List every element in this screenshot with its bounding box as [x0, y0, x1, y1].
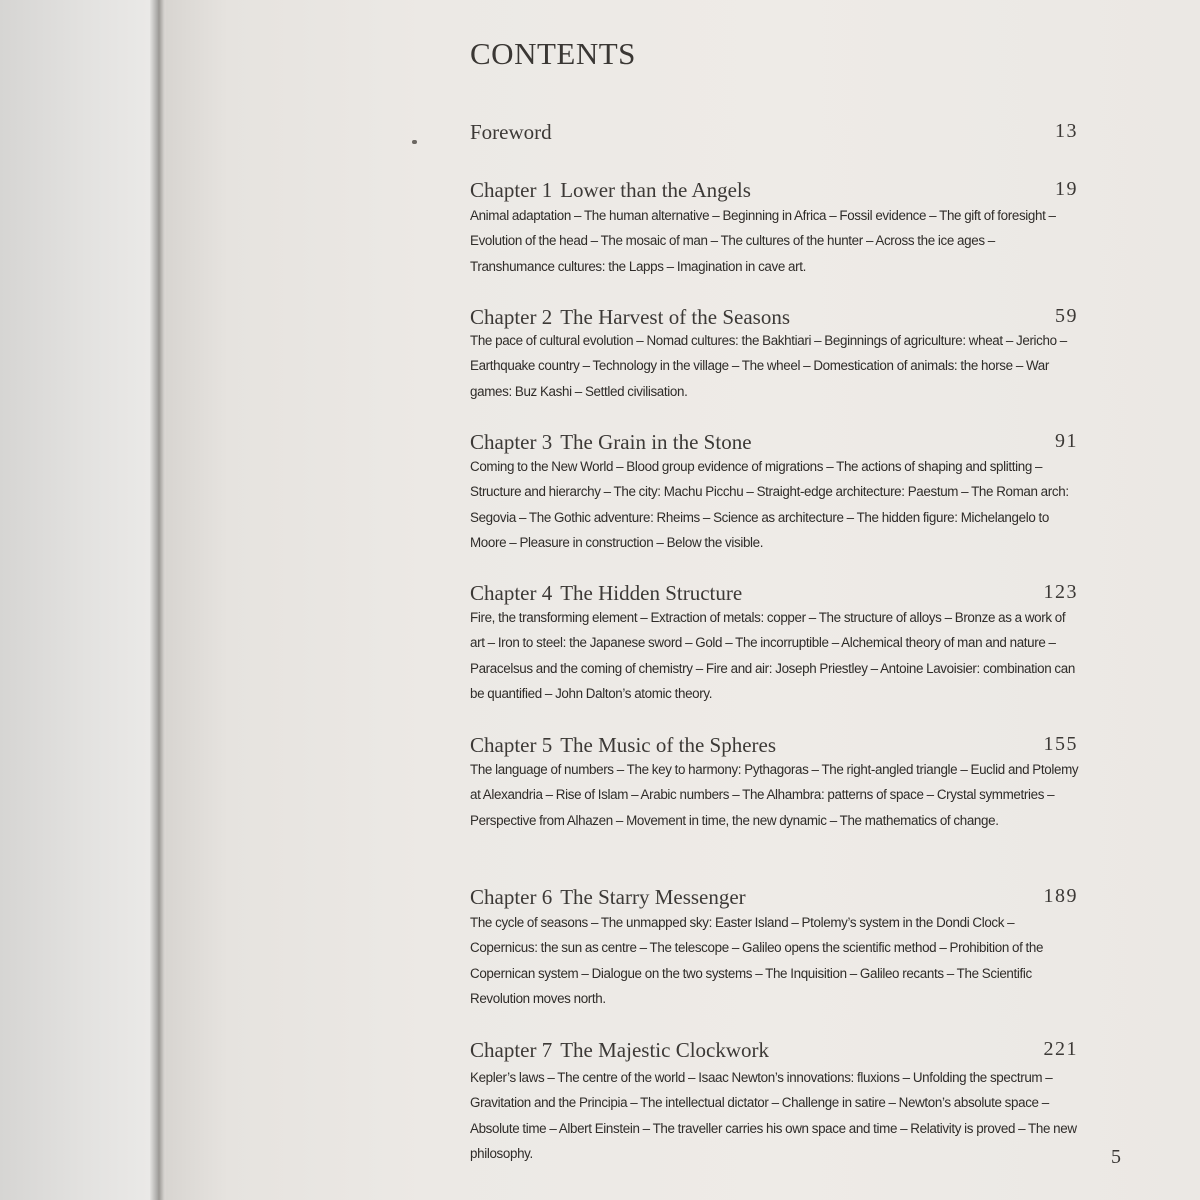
chapter-2-title: The Harvest of the Seasons: [560, 305, 791, 329]
chapter-5-page: 155: [1043, 733, 1078, 755]
chapter-7-title: The Majestic Clockwork: [560, 1038, 770, 1062]
chapter-2-summary: The pace of cultural evolution – Nomad cultures: the Bakhtiari – Beginnings of agriculture: wheat – Jericho – Earthquake country – Technology in the village – The wheel – Domestication of animals: the horse – War games: Buz Kashi – Settled civilisation.: [470, 333, 1067, 399]
page-number: 5: [1111, 1146, 1121, 1168]
chapter-2-number: Chapter 2: [470, 305, 553, 329]
chapter-7-number: Chapter 7: [470, 1038, 553, 1062]
chapter-7-page: 221: [1043, 1038, 1078, 1060]
contents-title: CONTENTS: [470, 36, 636, 71]
paper-mark: [412, 140, 417, 144]
chapter-4-summary: Fire, the transforming element – Extraction of metals: copper – The structure of alloys – Bronze as a work of art – Iron to steel: the Japanese sword – Gold – The incorruptible – Alchemical theory of man and nature – Paracelsus and the coming of chemistry – Fire and air: Joseph Priestley – Antoine Lavoisier: combination can be quantified – John Dalton’s atomic theory.: [470, 610, 1075, 701]
chapter-6-title: The Starry Messenger: [560, 885, 746, 909]
chapter-5-number: Chapter 5: [470, 733, 553, 757]
foreword-entry: [470, 120, 1078, 150]
chapter-7-summary: Kepler’s laws – The centre of the world – Isaac Newton’s innovations: fluxions – Unfolding the spectrum – Gravitation and the Principia – The intellectual dictator – Challenge in satire – Newton’s absolute space – Absolute time – Albert Einstein – The traveller carries his own space and time – Relativity is proved – The new philosophy.: [470, 1070, 1077, 1161]
chapter-1-summary: Animal adaptation – The human alternative – Beginning in Africa – Fossil evidence – The gift of foresight – Evolution of the head – The mosaic of man – The cultures of the hunter – Across the ice ages – Transhumance cultures: the Lapps – Imagination in cave art.: [470, 208, 1056, 274]
chapter-4-number: Chapter 4: [470, 581, 553, 605]
chapter-7-heading: [470, 1038, 1078, 1068]
chapter-3-summary: Coming to the New World – Blood group evidence of migrations – The actions of shaping and splitting – Structure and hierarchy – The city: Machu Picchu – Straight-edge architecture: Paestum – The Roman arch: Segovia – The Gothic adventure: Rheims – Science as architecture – The hidden figure: Michelangelo to Moore – Pleasure in construction – Below the visible.: [470, 459, 1069, 550]
chapter-1-page: 19: [1055, 178, 1078, 200]
chapter-3-title: The Grain in the Stone: [560, 430, 752, 454]
chapter-5-title: The Music of the Spheres: [560, 733, 777, 757]
chapter-1-number: Chapter 1: [470, 178, 553, 202]
chapter-4-page: 123: [1043, 581, 1078, 603]
chapter-2-page: 59: [1055, 305, 1078, 327]
chapter-3-page: 91: [1055, 430, 1078, 452]
foreword-label: Foreword: [470, 120, 552, 144]
chapter-4-title: The Hidden Structure: [560, 581, 743, 605]
chapter-1-title: Lower than the Angels: [560, 178, 751, 202]
chapter-6-page: 189: [1043, 885, 1078, 907]
chapter-6-summary: The cycle of seasons – The unmapped sky: Easter Island – Ptolemy’s system in the Dondi Clock – Copernicus: the sun as centre – The telescope – Galileo opens the scientific method – Prohibition of the Copernican system – Dialogue on the two systems – The Inquisition – Galileo recants – The Scientific Revolution moves north.: [470, 915, 1044, 1006]
chapter-3-number: Chapter 3: [470, 430, 553, 454]
foreword-page: 13: [1055, 120, 1078, 142]
chapter-5-summary: The language of numbers – The key to harmony: Pythagoras – The right-angled triangle – Euclid and Ptolemy at Alexandria – Rise of Islam – Arabic numbers – The Alhambra: patterns of space – Crystal symmetries – Perspective from Alhazen – Movement in time, the new dynamic – The mathematics of change.: [470, 762, 1079, 828]
facing-page: [0, 0, 158, 1200]
chapter-6-number: Chapter 6: [470, 885, 553, 909]
